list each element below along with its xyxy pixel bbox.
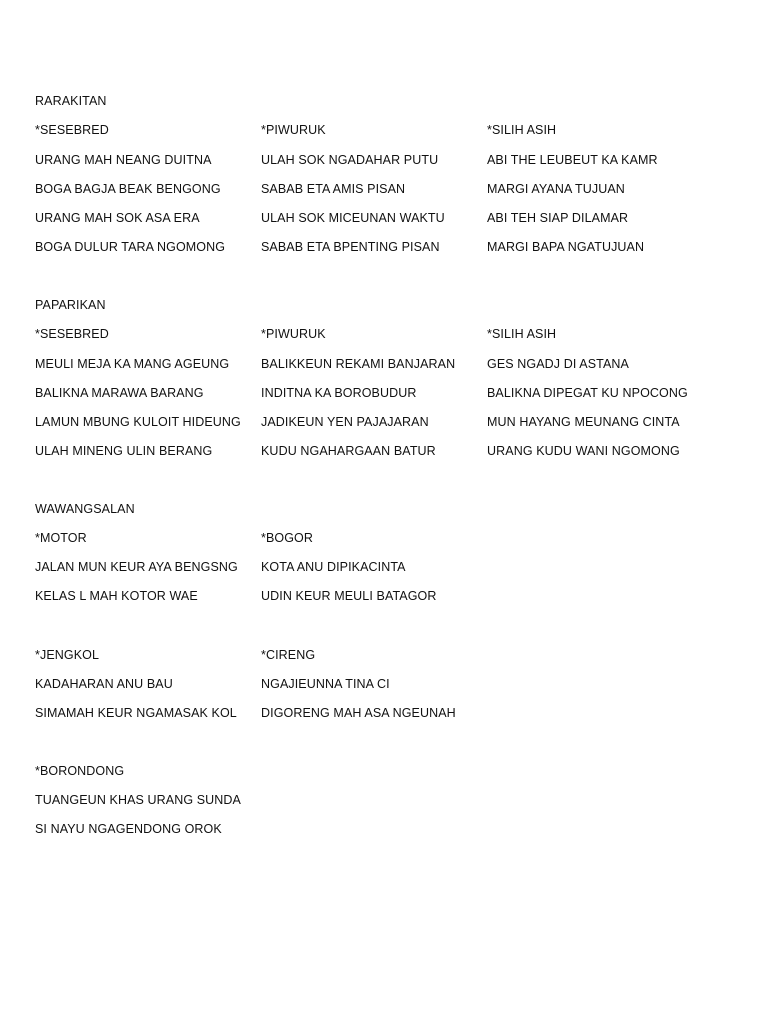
rarakitan-col2-line: SABAB ETA AMIS PISAN [261, 182, 406, 196]
wawangsalan-item-title: *BORONDONG [35, 764, 125, 778]
rarakitan-col2-line: ULAH SOK NGADAHAR PUTU [261, 153, 439, 167]
wawangsalan-item-title: *BOGOR [261, 531, 313, 545]
rarakitan-col1-line: URANG MAH NEANG DUITNA [35, 153, 212, 167]
paparikan-col3-line: GES NGADJ DI ASTANA [487, 357, 629, 371]
rarakitan-col1-title: *SESEBRED [35, 123, 109, 137]
rarakitan-col3-line: ABI TEH SIAP DILAMAR [487, 211, 629, 225]
wawangsalan-item-line: SIMAMAH KEUR NGAMASAK KOL [35, 706, 237, 720]
wawangsalan-item-line: DIGORENG MAH ASA NGEUNAH [261, 706, 456, 720]
wawangsalan-item-title: *MOTOR [35, 531, 87, 545]
wawangsalan-item-line: NGAJIEUNNA TINA CI [261, 677, 390, 691]
wawangsalan-item-title: *CIRENG [261, 648, 316, 662]
section-heading-wawangsalan: WAWANGSALAN [35, 502, 135, 516]
wawangsalan-item-line: JALAN MUN KEUR AYA BENGSNG [35, 560, 238, 574]
rarakitan-col3-title: *SILIH ASIH [487, 123, 557, 137]
paparikan-col2-line: INDITNA KA BOROBUDUR [261, 386, 417, 400]
paparikan-col3-line: URANG KUDU WANI NGOMONG [487, 444, 680, 458]
wawangsalan-item-line: SI NAYU NGAGENDONG OROK [35, 822, 222, 836]
paparikan-col2-line: BALIKKEUN REKAMI BANJARAN [261, 357, 456, 371]
rarakitan-col2-line: ULAH SOK MICEUNAN WAKTU [261, 211, 445, 225]
section-heading-rarakitan: RARAKITAN [35, 94, 107, 108]
paparikan-col2-line: JADIKEUN YEN PAJAJARAN [261, 415, 429, 429]
rarakitan-col2-title: *PIWURUK [261, 123, 326, 137]
rarakitan-col3-line: ABI THE LEUBEUT KA KAMR [487, 153, 658, 167]
rarakitan-col2-line: SABAB ETA BPENTING PISAN [261, 240, 440, 254]
paparikan-col2-line: KUDU NGAHARGAAN BATUR [261, 444, 436, 458]
wawangsalan-item-line: KELAS L MAH KOTOR WAE [35, 589, 198, 603]
wawangsalan-item-title: *JENGKOL [35, 648, 100, 662]
paparikan-col1-line: LAMUN MBUNG KULOIT HIDEUNG [35, 415, 241, 429]
paparikan-col1-line: MEULI MEJA KA MANG AGEUNG [35, 357, 230, 371]
paparikan-col2-title: *PIWURUK [261, 327, 326, 341]
section-heading-paparikan: PAPARIKAN [35, 298, 106, 312]
paparikan-col1-line: ULAH MINENG ULIN BERANG [35, 444, 213, 458]
rarakitan-col3-line: MARGI BAPA NGATUJUAN [487, 240, 645, 254]
rarakitan-col3-line: MARGI AYANA TUJUAN [487, 182, 625, 196]
paparikan-col3-line: MUN HAYANG MEUNANG CINTA [487, 415, 680, 429]
wawangsalan-item-line: UDIN KEUR MEULI BATAGOR [261, 589, 437, 603]
paparikan-col3-line: BALIKNA DIPEGAT KU NPOCONG [487, 386, 688, 400]
wawangsalan-item-line: KOTA ANU DIPIKACINTA [261, 560, 406, 574]
paparikan-col1-line: BALIKNA MARAWA BARANG [35, 386, 204, 400]
paparikan-col1-title: *SESEBRED [35, 327, 109, 341]
wawangsalan-item-line: TUANGEUN KHAS URANG SUNDA [35, 793, 241, 807]
rarakitan-col1-line: URANG MAH SOK ASA ERA [35, 211, 200, 225]
rarakitan-col1-line: BOGA BAGJA BEAK BENGONG [35, 182, 221, 196]
wawangsalan-item-line: KADAHARAN ANU BAU [35, 677, 173, 691]
paparikan-col3-title: *SILIH ASIH [487, 327, 557, 341]
rarakitan-col1-line: BOGA DULUR TARA NGOMONG [35, 240, 226, 254]
